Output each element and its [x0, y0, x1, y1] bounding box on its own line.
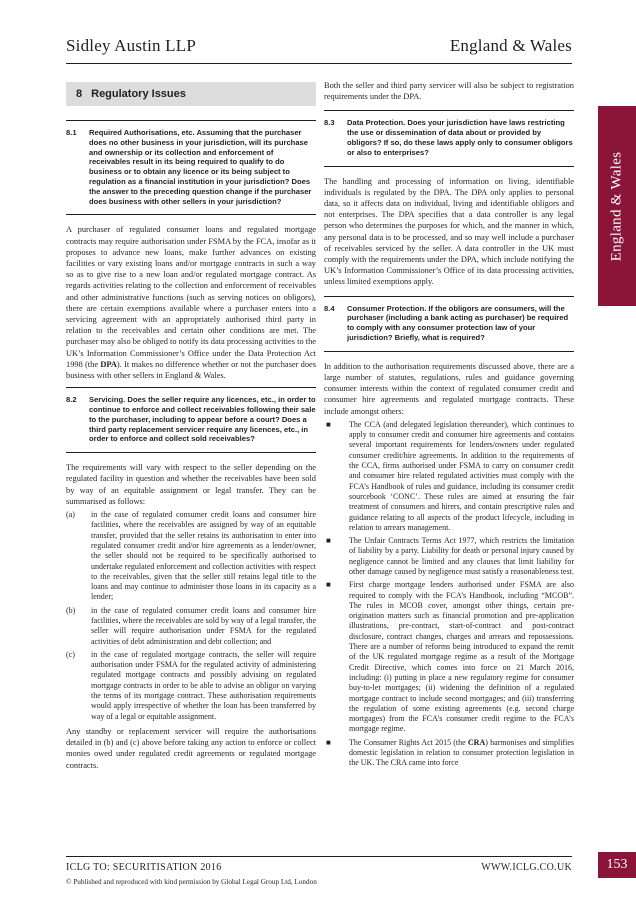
- list-text: [349, 738, 574, 769]
- defined-term: DPA: [100, 359, 117, 369]
- question-text: Required Authorisations, etc. Assuming that the purchaser does no other business in your jurisdiction, will its purchase and ownership or its collection and enforcement of receivables result in its being required to qualify to do business or to obtain any licence or its being subject to regulation as a financial institution in your jurisdiction? Does the answer to the preceding question change if the purchaser does business with other sellers in your jurisdiction?: [89, 128, 312, 206]
- left-column: [66, 82, 316, 771]
- jurisdiction-title: England & Wales: [449, 36, 572, 55]
- header-rule: [66, 63, 572, 64]
- side-tab-label: England & Wales: [608, 151, 625, 261]
- right-column: [324, 80, 574, 769]
- black-square-icon: ■: [326, 580, 331, 590]
- section-number: 8: [76, 88, 83, 100]
- website-link[interactable]: WWW.ICLG.CO.UK: [481, 862, 572, 873]
- black-square-icon: ■: [326, 737, 331, 747]
- question-text: Servicing. Does the seller require any licences, etc., in order to continue to enforce and collect receivables following their sale to the purchaser, including to appear before a court? Does a third party replacement servicer require any licences, etc., in order to enforce and collect sold receivables?: [89, 395, 316, 444]
- black-square-icon: ■: [326, 419, 331, 429]
- list-marker: (c): [66, 649, 75, 659]
- answer-8-1: [66, 224, 316, 381]
- section-heading: [66, 82, 316, 106]
- question-8-2: [66, 388, 316, 452]
- question-8-1: [66, 121, 316, 214]
- list-text: The CCA (and delegated legislation thereunder), which continues to apply to consumer credit and consumer hire agreements and contains several important requirements for lenders/owners under regulated consumer credit/hire agreements. In addition to the requirements of the CCA, firms authorised under FSMA to carry on consumer credit and consumer hire related regulated activities must comply with the FCA’s Handbook of rules and guidance, including its consumer credit sourcebook ‘CONC’. These rules are aimed at ensuring the fair treatment of consumers and hirers, and contain prescriptive rules and guidance relating to all aspects of the product lifecycle, including in relation to arrears management.: [349, 419, 574, 532]
- publication-title: ICLG TO: SECURITISATION 2016: [66, 862, 222, 873]
- footer-rule: [66, 856, 572, 857]
- list-item: [66, 650, 316, 722]
- page-number: 153: [598, 852, 636, 878]
- copyright-notice: © Published and reproduced with kind permission by Global Legal Group Ltd, London: [66, 878, 317, 886]
- question-rule-bottom: [324, 166, 574, 167]
- list-item: [324, 420, 574, 533]
- list-marker: (a): [66, 510, 75, 520]
- side-tab: [598, 106, 636, 306]
- question-number: 8.1: [66, 128, 77, 137]
- list-text-part: ) harmonises and simplifies domestic legislation in relation to consumer protection legislation in the UK. The CRA came into force: [349, 737, 574, 768]
- list-text: in the case of regulated consumer credit loans and consumer hire facilities, where the receivables are sold by way of a legal transfer, the seller will require authorisation under FSMA for the regulated activities of debt administration and debt collection; and: [91, 605, 316, 646]
- list-item: [66, 606, 316, 647]
- list-item: [66, 510, 316, 603]
- list-text: in the case of regulated mortgage contracts, the seller will require authorisation under FSMA for the regulated activity of administering regulated mortgage contracts and possibly advising on regulated mortgage contracts in order to be able to advise an obligor on varying the terms of its mortgage contract. These authorisation requirements would apply irrespective of whether the loan has been transferred by way of a legal or equitable assignment.: [91, 649, 316, 721]
- list-text: The Unfair Contracts Terms Act 1977, which restricts the limitation of liability by a party. Liability for death or personal injury caused by negligence cannot be limited and any clauses that limit liability for other damage caused by negligence must satisfy a reasonableness test.: [349, 536, 574, 576]
- question-rule-bottom: [324, 351, 574, 352]
- list-item: [324, 536, 574, 577]
- question-rule-bottom: [66, 452, 316, 453]
- question-text: Consumer Protection. If the obligors are consumers, will the purchaser (including a bank acting as purchaser) be required to comply with any consumer protection law of your jurisdiction? Briefly, what is required?: [347, 303, 569, 343]
- answer-8-4-intro: In addition to the authorisation requirements discussed above, there are a large number of statutes, regulations, rules and guidance governing consumer interests within the context of regulated consumer credit and consumer hire agreements and regulated mortgage contracts. These include amongst others:: [324, 361, 574, 416]
- answer-8-2-outro: Any standby or replacement servicer will require the authorisations detailed in (b) and (c) above before taking any action to enforce or collect monies owed under regulated credit agreements or regulated mortgage contracts.: [66, 726, 316, 770]
- black-square-icon: ■: [326, 536, 331, 546]
- list-text: in the case of regulated consumer credit loans and consumer hire facilities, where the receivables are assigned by way of an equitable transfer, provided that the seller retains its authorisation to enter into regulated consumer credit and/or hire agreements as a lender/owner, the seller should not be required to be specifically authorised to undertake regulated enforcement and collection activities with respect to the receivables, given that the seller still retains legal title to the loans and may continue to administer those loans in its capacity as a lender;: [91, 510, 316, 602]
- defined-term: CRA: [467, 737, 486, 747]
- list-marker: (b): [66, 605, 76, 615]
- answer-text: ). It makes no difference whether or not the purchaser does business with other sellers in England & Wales.: [66, 359, 316, 381]
- list-item: [324, 738, 574, 769]
- list-text: First charge mortgage lenders authorised under FSMA are also required to comply with the FCA’s Handbook, including “MCOB”. The rules in MCOB cover, amongst other things, certain pre-origination matters such as financial promotion and pre-application illustrations, pre-contract, start-of-contract and post-contract disclosure, contract changes, charges and arrears and repossessions. There are a number of reforms being introduced to expand the remit of the UK regulated mortgage regime as a result of the Mortgage Credit Directive, which comes into force on 21 March 2016, including: (i) putting in place a new regulatory regime for consumer buy-to-let mortgages; (ii) widening the definition of a regulated mortgage contract to include second mortgages; and (iii) transferring the regulation of some existing agreements (e.g. second charge mortgages) from the FCA’s consumer credit regime to the FCA’s mortgage regime.: [349, 580, 574, 734]
- question-8-3: [324, 111, 574, 165]
- firm-name: Sidley Austin LLP: [66, 36, 196, 55]
- answer-8-3: The handling and processing of information on living, identifiable individuals is regulated by the DPA. The DPA only applies to personal data, so it affects data on individual, living and identifiable obligors and not enterprises. The DPA specifies that a data controller is any legal person who determines the purposes for which, and the manner in which, any personal data is to be processed, and so may well include a purchaser of receivables serviced by the seller. A data controller in the UK must comply with the requirements under the DPA, which include notifying the UK’s Information Commissioner’s Office of its data processing activities, unless limited exemptions apply.: [324, 176, 574, 287]
- answer-8-2-intro: The requirements will vary with respect to the seller depending on the regulated facility in question and whether the receivables have been sold by way of an equitable assignment or legal transfer. They can be summarised as follows:: [66, 463, 316, 506]
- question-number: 8.3: [324, 118, 335, 128]
- question-8-4: [324, 297, 574, 351]
- question-number: 8.4: [324, 303, 335, 313]
- answer-text: A purchaser of regulated consumer loans and regulated mortgage contracts may require authorisation under FSMA by the FCA, insofar as it proposes to advance new loans, make further advances on existing facilities or vary existing loans and/or mortgage contracts in such a way so as to give rise to a new loan and/or regulated mortgage contract. As regards activities relating to the collection and enforcement of receivables and other administrative functions (such as serving notices on obligors), there are certain exemptions available where a purchaser enters into a servicing agreement with an appropriately authorised third party in relation to the receivables and certain other conditions are met. The purchaser may also be obliged to notify its data processing activities to the UK’s Information Commissioner’s Office under the Data Protection Act 1998 (the: [66, 225, 316, 369]
- question-rule-bottom: [66, 214, 316, 215]
- question-text: Data Protection. Does your jurisdiction have laws restricting the use or dissemination of data about or provided by obligors? If so, do these laws apply only to consumer obligors or also to enterprises?: [347, 118, 573, 157]
- continuation-paragraph: Both the seller and third party servicer will also be subject to registration requirements under the DPA.: [324, 81, 574, 102]
- section-title: Regulatory Issues: [91, 88, 186, 100]
- list-item: [324, 580, 574, 734]
- question-number: 8.2: [66, 395, 77, 405]
- list-text-part: The Consumer Rights Act 2015 (the: [349, 737, 468, 747]
